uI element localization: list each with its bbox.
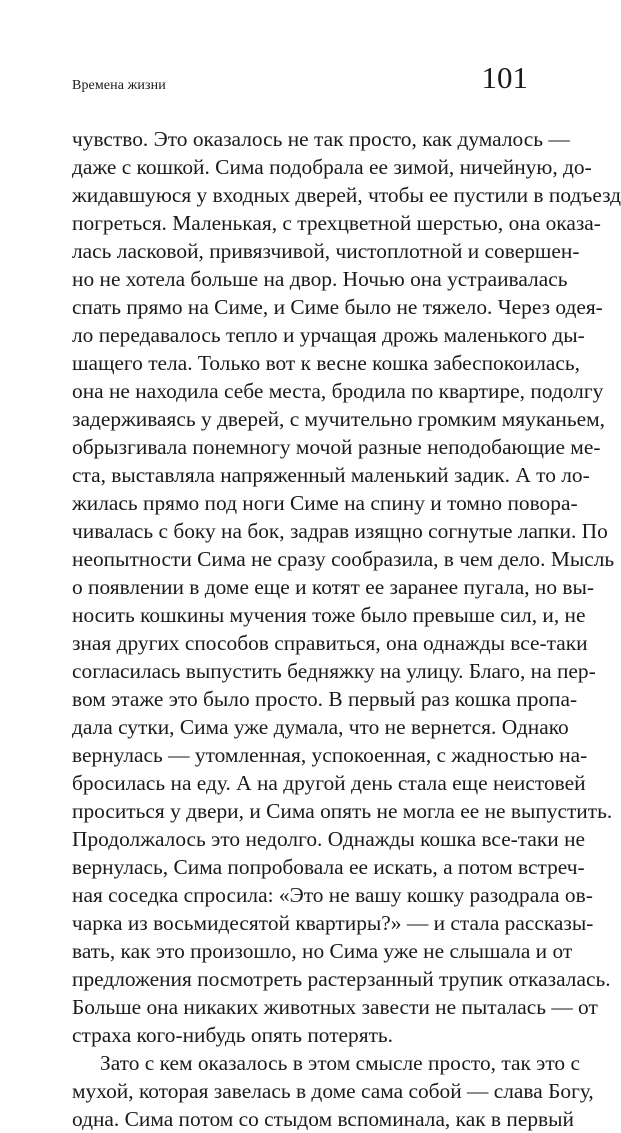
text-line: вернулась, Сима попробовала ее искать, а потом встреч- [72, 855, 585, 879]
text-line: погреться. Маленькая, с трехцветной шерстью, она оказа- [72, 211, 601, 235]
text-line: Больше она никаких животных завести не пыталась — от [72, 995, 598, 1019]
running-title: Времена жизни [72, 78, 166, 93]
text-line: мухой, которая завелась в доме сама собой — слава Богу, [72, 1079, 594, 1103]
text-line: она не находила себе места, бродила по квартире, подолгу [72, 379, 604, 403]
text-line: одна. Сима потом со стыдом вспоминала, как в первый [72, 1107, 574, 1131]
text-line: дала сутки, Сима уже думала, что не вернется. Однако [72, 715, 569, 739]
text-line: проситься у двери, и Сима опять не могла ее не выпустить. [72, 799, 613, 823]
text-line: ло передавалось тепло и урчащая дрожь маленького ды- [72, 323, 585, 347]
text-line: чарка из восьмидесятой квартиры?» — и стала рассказы- [72, 911, 594, 935]
text-line: чивалась с боку на бок, задрав изящно согнутые лапки. По [72, 519, 608, 543]
text-line: вернулась — утомленная, успокоенная, с жадностью на- [72, 743, 588, 767]
text-line: шащего тела. Только вот к весне кошка забеспокоилась, [72, 351, 580, 375]
page-number: 101 [481, 60, 528, 95]
text-line: спать прямо на Симе, и Симе было не тяжело. Через одея- [72, 295, 603, 319]
text-line: задерживаясь у дверей, с мучительно громким мяуканьем, [72, 407, 605, 431]
text-line: о появлении в доме еще и котят ее заранее пугала, но вы- [72, 575, 595, 599]
text-line: ная соседка спросила: «Это не вашу кошку разодрала ов- [72, 883, 593, 907]
text-line: зная других способов справиться, она однажды все-таки [72, 631, 588, 655]
text-line: вать, как это произошло, но Сима уже не слышала и от [72, 939, 573, 963]
text-line: носить кошкины мучения тоже было превыше сил, и, не [72, 603, 586, 627]
text-line: Продолжалось это недолго. Однажды кошка все-таки не [72, 827, 586, 851]
text-line: чувство. Это оказалось не так просто, как думалось — [72, 127, 570, 151]
body-text [72, 125, 621, 1133]
text-line: жилась прямо под ноги Симе на спину и томно повора- [72, 491, 578, 515]
text-line: даже с кошкой. Сима подобрала ее зимой, ничейную, до- [72, 155, 592, 179]
text-line: вом этаже это было просто. В первый раз кошка пропа- [72, 687, 578, 711]
text-line: согласилась выпустить бедняжку на улицу. Благо, на пер- [72, 659, 596, 683]
text-line: предложения посмотреть растерзанный трупик отказалась. [72, 967, 611, 991]
paragraph-end-line: страха кого-нибудь опять потерять. [72, 1023, 394, 1047]
text-line: но не хотела больше на двор. Ночью она устраивалась [72, 267, 568, 291]
text-line: неопытности Сима не сразу сообразила, в чем дело. Мысль [72, 547, 615, 571]
text-line: бросилась на еду. А на другой день стала еще неистовей [72, 771, 586, 795]
text-line: обрызгивала понемногу мочой разные неподобающие ме- [72, 435, 601, 459]
text-line: жидавшуюся у входных дверей, чтобы ее пустили в подъезд [72, 183, 621, 207]
text-line: ста, выставляла напряженный маленький задик. А то ло- [72, 463, 590, 487]
paragraph-first-line: Зато с кем оказалось в этом смысле просто, так это с [100, 1051, 580, 1075]
text-line: лась ласковой, привязчивой, чистоплотной и совершен- [72, 239, 580, 263]
